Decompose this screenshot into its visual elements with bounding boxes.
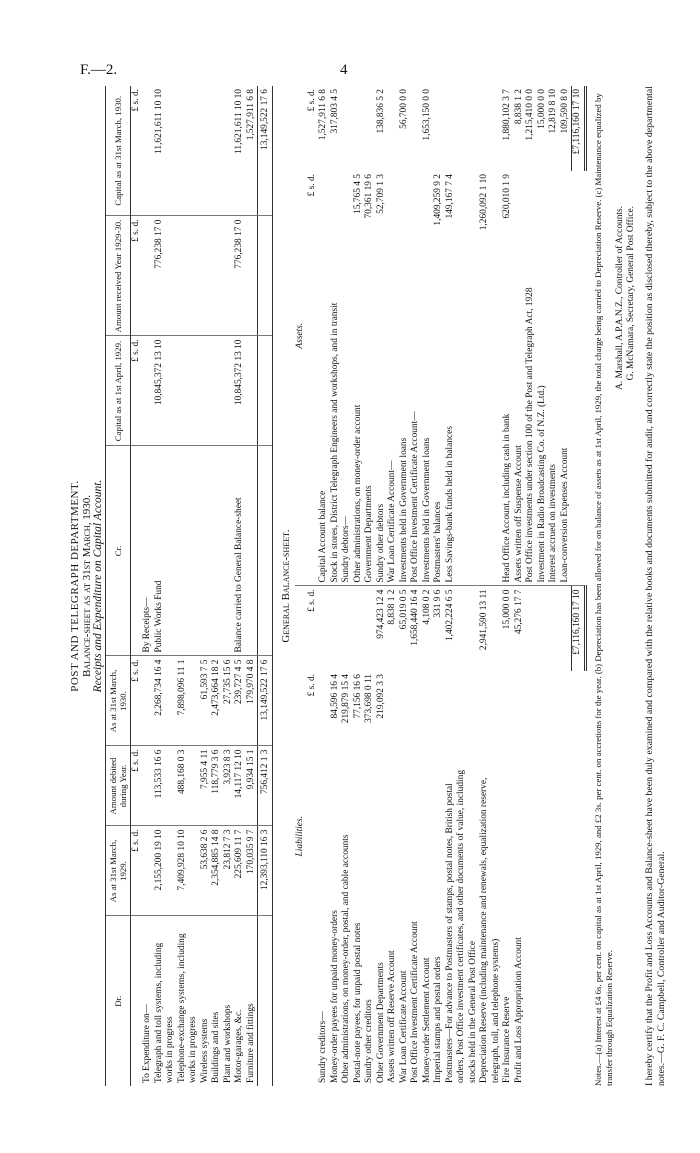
table-row [433,86,445,1086]
asset-value: 12,819 8 10 [548,89,558,134]
liability-subvalue [387,671,399,756]
liability-label: Post Office Investment Certificate Account [410,921,420,1083]
col-1930: As at 31st March, 1930. [105,656,130,746]
asset-subvalue: 1,260,092 1 10 [479,174,489,231]
dr-value: 53,638 2 6 [200,826,212,916]
liability-subvalue [433,671,445,756]
table-row [223,86,235,1086]
asset-value: 1,215,410 0 0 [525,89,535,141]
liability-value: 974,423 12 4 [375,589,386,639]
liability-label: Assets written off Reserve Account [387,950,397,1083]
asset-value: 1,880,102 3 7 [502,89,512,141]
dr-label: Wireless systems [199,1018,210,1083]
dr-value: 118,779 3 6 [211,746,223,826]
dr-value: 27,735 15 6 [223,656,235,746]
liability-subvalue: 77,156 16 6 [352,674,363,719]
liability-subvalue: 373,698 0 11 [364,674,374,723]
asset-subvalue [422,171,434,256]
asset-label: Post Office Investment Certificate Account— [410,256,422,586]
asset-subvalue: 70,361 19 6 [364,174,374,219]
cr-label: By Receipts— [142,446,154,656]
asset-subvalue: 1,409,259 9 2 [433,174,443,226]
asset-value: 138,836 5 2 [375,89,386,134]
dr-label: To Expenditure on— [142,1003,152,1083]
asset-label: Sundry debtors— [341,256,353,586]
liability-value: 331 9 6 [433,589,443,618]
spacer [548,671,560,756]
asset-value [433,86,445,171]
asset-subvalue: 15,765 4 5 [352,174,363,214]
table-row [154,86,177,1086]
dr-value: 2,268,734 16 4 [154,656,177,746]
dr-value: 23,812 7 3 [223,826,235,916]
dr-total-1930: 13,149,522 17 6 [258,656,273,746]
asset-label: Sundry other debtors [376,256,388,586]
asset-value: 56,700 0 0 [398,89,409,129]
liability-value [330,586,342,671]
table-row [330,86,342,1086]
liability-value: 1,658,440 16 4 [410,589,420,646]
liability-subvalue: 219,092 3 3 [375,674,386,719]
spacer [560,586,572,671]
dr-label: Furniture and fittings [245,1003,256,1083]
asset-subvalue [548,171,560,256]
liability-subvalue [399,671,411,756]
table-row [200,86,212,1086]
cr-value: 1,527,911 6 8 [246,86,258,216]
spacer [525,671,537,756]
cr-value: 10,845,372 13 10 [154,336,177,446]
asset-value [341,86,353,171]
unit-label: £ s. d. [130,656,142,746]
liability-subvalue [445,671,480,756]
liability-label: Postmasters—For advance to Postmasters of stamps, postal notes, British postal orders, Post Office investment certificates, and other documents of value, including stocks held in the General Post Office [444,769,478,1083]
liability-value: 8,838 1 2 [387,589,397,625]
asset-value: 1,527,911 6 8 [318,89,328,141]
dr-value: 179,970 4 8 [246,656,258,746]
asset-value [410,86,422,171]
col-debited: Amount debited during Year. [105,746,130,826]
cr-value: 776,238 17 0 [234,216,246,336]
dr-value: 7,409,928 10 10 [177,826,200,916]
table-row [318,86,330,1086]
liability-label: Other administrations, on money-order, postal, and cable accounts [341,834,351,1083]
unit-label: £ s. d. [130,86,142,216]
table-row [514,86,526,1086]
dr-value: 2,155,200 19 10 [154,826,177,916]
liability-value: 4,108 0 2 [421,589,432,625]
dr-value: 7,955 4 11 [200,746,212,826]
liability-label: War Loan Certificate Account [398,970,409,1083]
liability-subvalue [318,671,330,756]
liability-value: 1,402,224 6 5 [444,589,455,642]
spacer [307,756,319,1086]
dr-label: Plant and workshops [222,1004,233,1083]
liabilities-total: £7,116,160 17 10 [572,586,586,671]
unit-label: £ s. d. [306,674,317,697]
asset-label: Loan-conversion Expenses Account [560,256,572,586]
cr-value: 10,845,372 13 10 [234,336,246,446]
liability-label: Money-order payees for unpaid money-orders [329,910,340,1083]
dr-label: Motor-garages, &c. [234,1009,244,1083]
unit-label: £ s. d. [130,336,142,446]
asset-subvalue [318,171,330,256]
table-row [387,86,399,1086]
asset-value [353,86,365,171]
liability-value [341,586,353,671]
asset-subvalue: 620,010 1 9 [502,174,512,219]
asset-subvalue [341,171,353,256]
spacer [548,756,560,1086]
asset-value [479,86,502,171]
dr-label: Telegraph and toll systems, including works in progress [153,942,175,1083]
col-capital-1930: Capital as at 31st March, 1930. [105,86,130,216]
table-row [548,86,560,1086]
receipts-heading: Receipts and Expenditure on Capital Account. [92,479,104,693]
cr-value [246,216,258,336]
col-received: Amount received Year 1929-30. [105,216,130,336]
dr-value: 14,117 12 10 [234,746,246,826]
unit-label: £ s. d. [306,174,317,197]
asset-value [364,86,376,171]
document-title [70,86,105,1086]
asset-label: Assets written off Suspense Account [514,256,526,586]
spacer [572,671,586,756]
col-1929: As at 31st March, 1929. [105,826,130,916]
table-row [177,86,200,1086]
asset-label [479,256,502,586]
table-row [479,86,502,1086]
asset-label: War Loan Certificate Account— [387,256,399,586]
asset-label: Capital Account balance [318,256,330,586]
liability-value: 2,941,590 13 11 [479,589,489,651]
cr-label: Public Works Fund [154,446,177,656]
asset-subvalue [537,171,549,256]
asset-subvalue [399,171,411,256]
asset-value: 1,653,150 0 0 [421,89,432,141]
liability-subvalue: 219,879 15 4 [341,674,351,724]
asset-label: Investments held in Government loans [399,256,411,586]
col-cr: Cr. [105,446,130,656]
dr-value: 9,934 15 1 [246,746,258,826]
dr-value: 113,533 16 6 [154,746,177,826]
auditor-certification: I hereby certify that the Profit and Loss Accounts and Balance-sheet have been duly examined and compared with the relative books and documents submitted for audit, and correctly state the position as disclosed thereby, subject to the above departmental notes.—G. F. C. Campbell, Controller and Auditor-General. [643,86,667,1086]
liability-subvalue [514,671,526,756]
liability-subvalue [479,671,502,756]
liability-label: Imperial stamps and postal orders [433,956,443,1083]
rotated-document [70,86,670,1086]
spacer [548,586,560,671]
liability-label: Sundry creditors— [318,1011,328,1083]
dr-label: Buildings and sites [211,1011,221,1083]
assets-total: £7,116,160 17 10 [572,86,586,171]
cr-total: 13,149,522 17 6 [258,86,273,216]
signature-marshall: A. Marshall, A.P.A.N.Z., Controller of Accounts. [614,206,625,390]
asset-label: Post Office investments under section 100 of the Post and Telegraph Act, 1928 [525,256,537,586]
general-balance-sheet-title: General Balance-sheet. [279,529,292,643]
liability-value: 65,019 0 5 [398,589,409,630]
spacer [560,756,572,1086]
asset-subvalue [525,171,537,256]
liability-value [353,586,365,671]
signature-mcnamara: G. McNamara, Secretary, General Post Office. [626,206,636,381]
spacer [572,756,586,1086]
spacer [307,256,319,586]
liability-subvalue [422,671,434,756]
capital-account-header-row [105,86,130,1086]
dr-value: 225,609 11 7 [234,826,246,916]
dr-value: 170,035 9 7 [246,826,258,916]
table-row [537,86,549,1086]
unit-label: £ s. d. [306,589,317,612]
unit-label: £ s. d. [306,89,317,112]
spacer [537,671,549,756]
asset-value: 109,590 8 0 [559,89,570,134]
asset-value: 317,803 4 5 [329,89,340,134]
asset-subvalue: 52,709 1 3 [375,174,386,214]
spacer [525,586,537,671]
capital-account-table [105,86,273,1086]
table-row [560,86,572,1086]
unit-label: £ s. d. [130,826,142,916]
dr-value: 61,593 7 5 [200,656,212,746]
asset-label: Investments held in Government loans [422,256,434,586]
liability-value [364,586,376,671]
table-row [445,86,480,1086]
dr-total-1929: 12,393,110 16 3 [258,826,273,916]
table-row [211,86,223,1086]
gbs-totals-row [572,86,586,1086]
page-reference: F.—2. [80,62,118,78]
asset-subvalue [514,171,526,256]
cr-label [246,446,258,656]
liability-label: Money-order Settlement Account [421,957,432,1083]
asset-subvalue [330,171,342,256]
totals-row [258,86,273,1086]
gbs-unit-row [307,86,319,1086]
table-row [376,86,388,1086]
asset-value [445,86,480,171]
liability-subvalue [410,671,422,756]
dr-label: Telephone-exchange systems, including works in progress [176,933,198,1083]
spacer [525,756,537,1086]
table-row [410,86,422,1086]
unit-row [130,86,142,1086]
table-row [142,86,154,1086]
liability-label: Profit and Loss Appropriation Account [513,937,524,1083]
assets-heading: Assets. [295,86,307,586]
liability-label: Other Government Departments [375,962,386,1083]
spacer [537,586,549,671]
liability-subvalue: 84,596 16 4 [329,674,340,719]
liability-label: Postal-note payees, for unpaid postal notes [352,922,363,1083]
dr-total-debited: 756,412 1 3 [258,746,273,826]
asset-value: 15,000 0 0 [536,89,547,129]
liabilities-heading: Liabilities. [295,816,305,857]
table-row [422,86,434,1086]
asset-label: Stock in stores, District Telegraph Engineers and workshops, and in transit [330,256,342,586]
col-dr: Dr. [105,916,130,1086]
table-row [353,86,365,1086]
table-row [525,86,537,1086]
general-balance-sheet-table [295,86,587,1086]
asset-subvalue [410,171,422,256]
table-row [341,86,353,1086]
liability-value: 15,000 0 0 [502,589,512,630]
liability-value [318,586,330,671]
spacer [572,171,586,256]
spacer [537,756,549,1086]
dr-value: 239,727 4 5 [234,656,246,746]
table-row [234,86,246,1086]
asset-subvalue [387,171,399,256]
asset-label: Head Office Account, including cash in bank [502,256,514,586]
asset-label: Other administrations, on money-order account [353,256,365,586]
asset-label: Postmasters' balances [433,256,445,586]
cr-label: Balance carried to General Balance-sheet [234,446,246,656]
dr-value: 2,473,664 18 2 [211,656,223,746]
liability-subvalue [502,671,514,756]
asset-label: Less Savings-bank funds held in balances [445,256,480,586]
dr-value: 2,354,885 14 8 [211,826,223,916]
asset-value: 8,838 1 2 [513,89,524,125]
cr-value: 776,238 17 0 [154,216,177,336]
table-row [246,86,258,1086]
unit-label: £ s. d. [130,746,142,826]
balance-sheet-heading: Balance-sheet as at 31st March, 1930. [80,495,93,677]
notes: Notes.—(a) Interest at £4 6s. per cent. on capital as at 1st April, 1929, and £2 3s. per cent. on accretions for the year. (b) Depreciation has been allowed for on balance of assets as at 1st April, 1929, the total charge being carried to Depreciation Reserve. (c) Maintenance equalized by transfer through Equalization Reserve. [592,93,614,1086]
cr-value: 11,621,611 10 10 [234,86,246,216]
table-row [502,86,514,1086]
table-row [399,86,411,1086]
col-capital-1929: Capital as at 1st April, 1929. [105,336,130,446]
asset-value [387,86,399,171]
liability-label: Sundry other creditors [364,999,374,1083]
cr-value: 11,621,611 10 10 [154,86,177,216]
page-number: 4 [340,62,348,78]
liability-value: 45,276 17 7 [513,589,524,635]
liability-label: Depreciation Reserve (including maintenance and renewals, equalization reserve, telegraph, toll, and telephone systems) [479,777,501,1083]
asset-subvalue [560,171,572,256]
liability-label: Fire Insurance Reserve [502,996,512,1083]
spacer [560,671,572,756]
dr-value: 488,168 0 3 [177,746,200,826]
asset-label: Interest accrued on investments [548,256,560,586]
dr-value: 7,898,096 11 1 [177,656,200,746]
spacer [572,256,586,586]
dr-value: 3,923 8 3 [223,746,235,826]
department-heading: POST AND TELEGRAPH DEPARTMENT. [69,480,81,692]
asset-subvalue: 149,167 7 4 [444,174,455,219]
gbs-heading-row [295,86,307,1086]
asset-label: Investment in Radio Broadcasting Co. of N.Z. (Ltd.) [537,256,549,586]
table-row [364,86,376,1086]
asset-label: Government Departments [364,256,376,586]
unit-label: £ s. d. [130,216,142,336]
cr-value [246,336,258,446]
